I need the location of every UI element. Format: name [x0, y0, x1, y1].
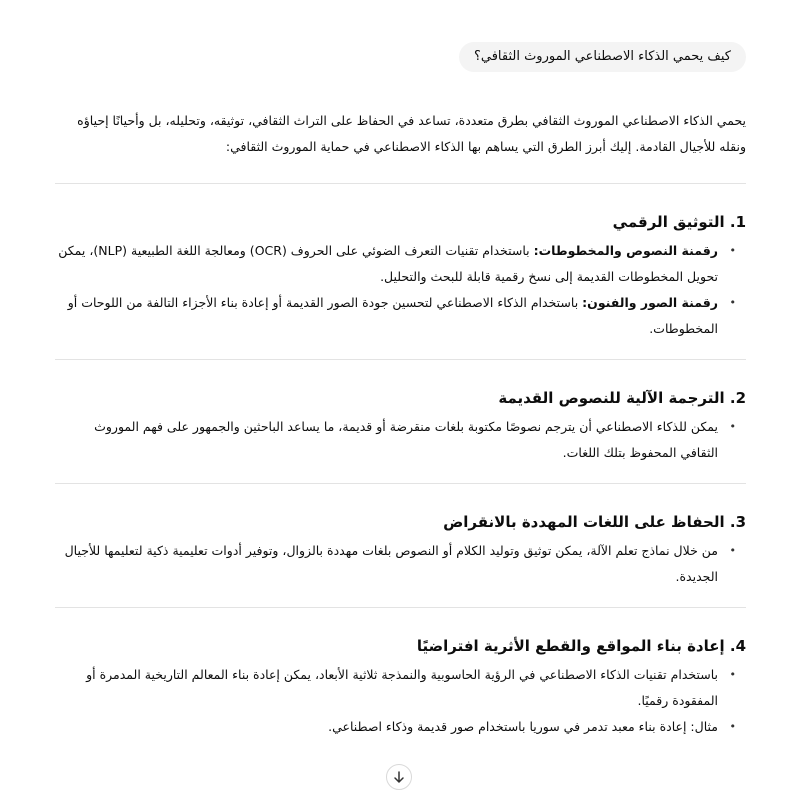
item-bold-lead: رقمنة النصوص والمخطوطات:: [533, 243, 718, 258]
item-text: مثال: إعادة بناء معبد تدمر في سوريا باستخدام صور قديمة وذكاء اصطناعي.: [328, 719, 718, 734]
section-heading: 2. الترجمة الآلية للنصوص القديمة: [498, 389, 746, 407]
section-endangered-languages: [55, 510, 746, 590]
section-heading: 4. إعادة بناء المواقع والقطع الأثرية افتراضيًا: [416, 637, 746, 655]
list-item: [55, 414, 746, 466]
section-divider: [55, 359, 746, 360]
section-digital-documentation: [55, 210, 746, 342]
section-virtual-reconstruction: [55, 634, 746, 740]
item-text: يمكن للذكاء الاصطناعي أن يترجم نصوصًا مكتوبة بلغات منقرضة أو قديمة، ما يساعد الباحثين والجمهور على فهم الموروث الثقافي المحفوظ بتلك اللغات.: [94, 419, 718, 460]
bullet-list: [55, 414, 746, 466]
assistant-response: [55, 108, 746, 740]
list-item: [55, 662, 746, 714]
user-message-bubble: كيف يحمي الذكاء الاصطناعي الموروث الثقافي؟: [459, 42, 746, 72]
bullet-list: [55, 538, 746, 590]
scroll-to-bottom-button[interactable]: [386, 764, 412, 790]
section-divider: [55, 607, 746, 608]
item-text: باستخدام الذكاء الاصطناعي لتحسين جودة الصور القديمة أو إعادة بناء الأجزاء التالفة من اللوحات أو المخطوطات.: [67, 295, 718, 336]
list-item: [55, 538, 746, 590]
bullet-list: [55, 662, 746, 740]
response-intro: يحمي الذكاء الاصطناعي الموروث الثقافي بطرق متعددة، تساعد في الحفاظ على التراث الثقافي، توثيقه، وتحليله، بل وأحيانًا إحياؤه ونقله للأجيال القادمة. إليك أبرز الطرق التي يساهم بها الذكاء الاصطناعي في حماية الموروث الثقافي:: [77, 113, 746, 154]
section-divider: [55, 483, 746, 484]
section-divider: [55, 183, 746, 184]
item-text: من خلال نماذج تعلم الآلة، يمكن توثيق وتوليد الكلام أو النصوص بلغات مهددة بالزوال، وتوفير أدوات تعليمية ذكية لتعليمها للأجيال الجديدة.: [64, 543, 718, 584]
section-machine-translation: [55, 386, 746, 466]
section-heading: 3. الحفاظ على اللغات المهددة بالانقراض: [443, 513, 746, 531]
item-bold-lead: رقمنة الصور والفنون:: [582, 295, 718, 310]
list-item: [55, 290, 746, 342]
list-item: [55, 714, 746, 740]
item-text: باستخدام تقنيات التعرف الضوئي على الحروف (OCR) ومعالجة اللغة الطبيعية (NLP)، يمكن تحويل المخطوطات القديمة إلى نسخ رقمية قابلة للبحث والتحليل.: [58, 243, 718, 284]
bullet-list: [55, 238, 746, 342]
list-item: [55, 238, 746, 290]
section-heading: 1. التوثيق الرقمي: [612, 213, 746, 231]
arrow-down-icon: [393, 771, 405, 784]
item-text: باستخدام تقنيات الذكاء الاصطناعي في الرؤية الحاسوبية والنمذجة ثلاثية الأبعاد، يمكن إعادة بناء المعالم التاريخية المدمرة أو المفقودة رقميًا.: [86, 667, 718, 708]
